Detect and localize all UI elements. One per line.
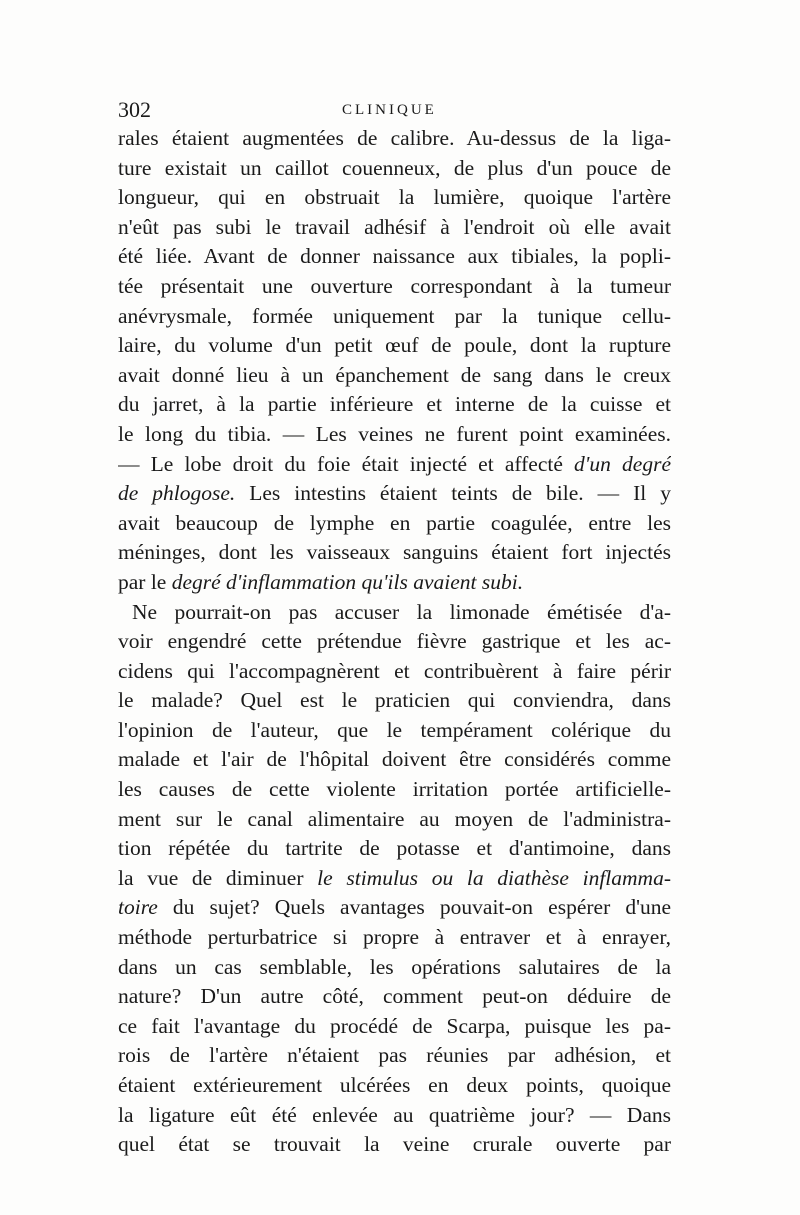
text-line — [118, 627, 671, 657]
italic-text: le stimulus ou la diathèse inflamma- — [317, 865, 671, 890]
text-line — [118, 331, 671, 361]
text-line — [118, 154, 671, 184]
text-line — [118, 361, 671, 391]
text-line — [118, 213, 671, 243]
text-segment: tée présentait une ouverture correspondant à la tumeur — [118, 273, 671, 298]
italic-text: degré d'inflammation qu'ils avaient subi. — [171, 569, 524, 594]
text-line — [118, 1012, 671, 1042]
text-line — [118, 893, 671, 923]
text-line — [118, 183, 671, 213]
text-segment: la vue de diminuer — [118, 865, 318, 890]
text-segment: du sujet? Quels avantages pouvait-on espérer d'une — [157, 895, 671, 920]
text-line — [118, 598, 671, 628]
text-segment: ment sur le canal alimentaire au moyen de l'administra- — [118, 806, 671, 831]
italic-text: de phlogose. — [118, 481, 236, 506]
text-segment: dans un cas semblable, les opérations salutaires de la — [118, 954, 671, 979]
running-title: CLINIQUE — [342, 102, 437, 118]
text-line — [118, 242, 671, 272]
text-segment: été liée. Avant de donner naissance aux tibiales, la popli- — [118, 244, 671, 269]
body-text — [118, 124, 671, 1160]
text-line — [118, 450, 671, 480]
text-segment: ce fait l'avantage du procédé de Scarpa, puisque les pa- — [118, 1013, 671, 1038]
italic-text: d'un degré — [574, 451, 671, 476]
text-segment: n'eût pas subi le travail adhésif à l'endroit où elle avait — [118, 214, 671, 239]
text-segment: cidens qui l'accompagnèrent et contribuèrent à faire périr — [118, 658, 671, 683]
text-segment: quel état se trouvait la veine crurale ouverte par — [118, 1132, 671, 1157]
text-line — [118, 1130, 671, 1160]
text-segment: du jarret, à la partie inférieure et interne de la cuisse et — [118, 392, 671, 417]
text-segment: laire, du volume d'un petit œuf de poule, dont la rupture — [118, 333, 671, 358]
text-line — [118, 302, 671, 332]
text-line — [118, 568, 671, 598]
text-segment: nature? D'un autre côté, comment peut-on déduire de — [118, 984, 671, 1009]
text-segment: Les intestins étaient teints de bile. — Il y — [235, 481, 671, 506]
text-segment: anévrysmale, formée uniquement par la tunique cellu- — [118, 303, 671, 328]
text-line — [118, 509, 671, 539]
text-line — [118, 479, 671, 509]
text-line — [118, 420, 671, 450]
text-line — [118, 538, 671, 568]
text-line — [118, 1101, 671, 1131]
text-segment: voir engendré cette prétendue fièvre gastrique et les ac- — [118, 629, 671, 654]
text-line — [118, 390, 671, 420]
text-segment: les causes de cette violente irritation portée artificielle- — [118, 777, 671, 802]
text-line — [118, 686, 671, 716]
text-segment: tion répétée du tartrite de potasse et d'antimoine, dans — [118, 836, 671, 861]
text-segment: longueur, qui en obstruait la lumière, quoique l'artère — [118, 185, 671, 210]
page-number: 302 — [118, 97, 151, 122]
running-head — [118, 98, 678, 122]
text-line — [118, 805, 671, 835]
text-line — [118, 745, 671, 775]
text-line — [118, 953, 671, 983]
text-line — [118, 1041, 671, 1071]
italic-text: toire — [118, 895, 158, 920]
text-segment: rois de l'artère n'étaient pas réunies par adhésion, et — [118, 1043, 671, 1068]
text-segment: le malade? Quel est le praticien qui conviendra, dans — [118, 688, 671, 713]
text-segment: la ligature eût été enlevée au quatrième jour? — Dans — [118, 1102, 671, 1127]
text-line — [118, 124, 671, 154]
text-line — [118, 1071, 671, 1101]
text-segment: par le — [118, 569, 172, 594]
text-line — [118, 775, 671, 805]
text-segment: rales étaient augmentées de calibre. Au-dessus de la liga- — [118, 126, 671, 150]
text-segment: Ne pourrait-on pas accuser la limonade émétisée d'a- — [132, 599, 671, 624]
text-segment: l'opinion de l'auteur, que le tempérament colérique du — [118, 717, 671, 742]
text-segment: le long du tibia. — Les veines ne furent point examinées. — [118, 421, 671, 446]
text-segment: avait donné lieu à un épanchement de sang dans le creux — [118, 362, 671, 387]
text-line — [118, 716, 671, 746]
text-segment: — Le lobe droit du foie était injecté et affecté — [118, 451, 575, 476]
text-segment: malade et l'air de l'hôpital doivent être considérés comme — [118, 747, 671, 772]
text-line — [118, 864, 671, 894]
text-segment: avait beaucoup de lymphe en partie coagulée, entre les — [118, 510, 671, 535]
text-line — [118, 982, 671, 1012]
text-line — [118, 272, 671, 302]
text-line — [118, 923, 671, 953]
text-line — [118, 834, 671, 864]
text-segment: méninges, dont les vaisseaux sanguins étaient fort injectés — [118, 540, 671, 565]
text-line — [118, 657, 671, 687]
text-segment: ture existait un caillot couenneux, de plus d'un pouce de — [118, 155, 671, 180]
text-segment: étaient extérieurement ulcérées en deux points, quoique — [118, 1073, 671, 1097]
text-segment: méthode perturbatrice si propre à entraver et à enrayer, — [118, 925, 671, 950]
